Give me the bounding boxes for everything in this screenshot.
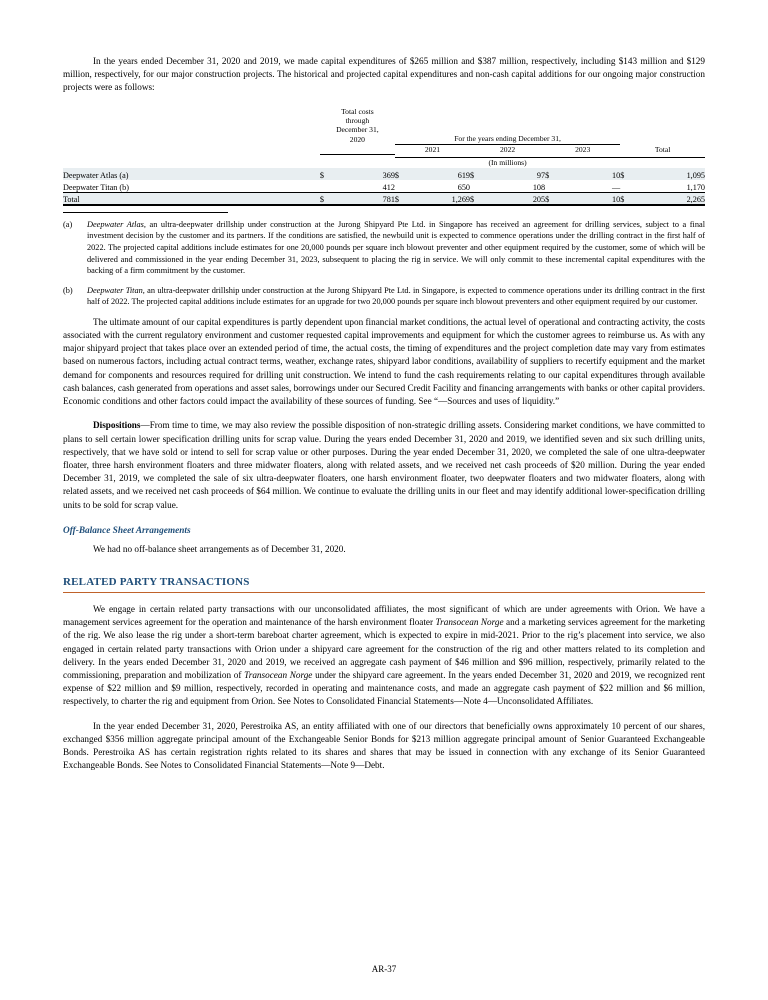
cell-currency: $ — [320, 192, 334, 204]
cell-currency — [620, 180, 634, 192]
dispositions-lead: Dispositions — [93, 420, 141, 431]
rp1-part-a: We engage in certain related party transactions with our unconsolidated affiliates, the most significant of which are under agreements with Orion. We have a management services agreement for the operation and maintenance of the harsh environment floater — [63, 603, 705, 628]
footnote-text — [87, 285, 705, 308]
intro-paragraph: In the years ended December 31, 2020 and 2019, we made capital expenditures of $265 million and $387 million, respectively, including $143 million and $129 million, respectively, for our major construction projects. The historical and projected capital expenditures and non-cash capital additions for our ongoing major construction projects were as follows: — [63, 56, 705, 93]
footnote-mark: (a) — [63, 219, 73, 229]
cell-value: 1,095 — [686, 170, 705, 180]
cell-currency — [470, 180, 484, 192]
cell-value: 10 — [559, 192, 620, 204]
cell-currency — [320, 180, 334, 192]
cell-currency: $ — [545, 192, 559, 204]
off-balance-heading: Off-Balance Sheet Arrangements — [63, 525, 191, 536]
table-total-row — [63, 192, 705, 204]
footnote-b — [63, 285, 705, 308]
footnote-italic-lead: Deepwater Atlas — [87, 219, 144, 229]
related-party-paragraph-2: In the year ended December 31, 2020, Perestroika AS, an entity affiliated with one of our directors that beneficially owns approximately 10 percent of our shares, exchanged $356 million aggregate principal amount of the Exchangeable Senior Bonds for $213 million aggregate principal amount of Senior Guaranteed Exchangeable Bonds. Perestroika AS has certain registration rights related to its shares and shares that may be issued in connection with any exchange of its Senior Guaranteed Exchangeable Bonds. See Notes to Consolidated Financial Statements—Note 9—Debt. — [63, 720, 705, 771]
cell-value: 369 — [382, 170, 395, 180]
page-number: AR-37 — [371, 964, 397, 974]
cell-value: 10 — [612, 170, 621, 180]
header-years-span: For the years ending December 31, — [395, 107, 620, 145]
cell-currency: $ — [394, 170, 400, 180]
header-year-2021: 2021 — [424, 144, 441, 154]
header-year-2023: 2023 — [575, 144, 591, 154]
cell-currency — [395, 180, 409, 192]
footnote-mark: (b) — [63, 285, 73, 295]
footnote-italic-lead: Deepwater Titan — [87, 285, 143, 295]
page-footer — [0, 964, 768, 974]
table-row — [63, 168, 705, 180]
cell-currency: $ — [319, 170, 324, 180]
cell-value: 650 — [457, 182, 471, 192]
footnote-body: , an ultra-deepwater drillship under construction at the Jurong Shipyard Pte Ltd. in Singapore, is expected to commence operations under its drilling contract in the first half of 2022. The projected capital additions include estimates for an upgrade for two 20,000 pounds per square inch blowout preventers and other equipment required by our customer. — [87, 285, 705, 307]
dispositions-paragraph — [63, 419, 705, 511]
table-row — [63, 180, 705, 192]
header-total-costs: Total costs through December 31, 2020 — [336, 106, 379, 144]
header-total: Total — [654, 144, 671, 154]
cell-currency: $ — [620, 170, 625, 180]
table-header-group-row — [63, 107, 705, 145]
related-party-paragraph-1 — [63, 603, 705, 709]
cell-value: 1,170 — [686, 182, 705, 192]
off-balance-paragraph: We had no off-balance sheet arrangements as of December 31, 2020. — [93, 543, 346, 554]
cell-currency: $ — [395, 192, 409, 204]
cell-currency: $ — [545, 170, 550, 180]
cell-value: 412 — [382, 182, 395, 192]
cell-value: 108 — [532, 182, 546, 192]
header-units: (In millions) — [488, 158, 527, 168]
cell-value: 781 — [334, 192, 395, 204]
cell-value: 97 — [536, 170, 546, 180]
footnote-text — [87, 219, 705, 277]
related-party-heading: RELATED PARTY TRANSACTIONS — [63, 575, 250, 588]
cell-value: 205 — [484, 192, 545, 204]
row-label-atlas: Deepwater Atlas (a) — [63, 170, 129, 180]
row-label-total: Total — [63, 192, 320, 204]
footnote-body: , an ultra-deepwater drillship under construction at the Jurong Shipyard Pte Ltd. in Singapore has received an agreement for drilling services, subject to a final investment decision by the customer and its partners. If the conditions are satisfied, the newbuild unit is expected to commence operations under the drilling contract in the first half of 2022. The projected capital additions include estimates for one 20,000 pounds per square inch blowout preventer and other equipment required by the customer, some of which will be delivered and commissioned in the year ending December 31, 2023, subsequent to placing the rig in service. We will only commit to these incremental capital expenditures with the backing of a firm commitment by the customer. — [87, 219, 705, 276]
cell-currency: $ — [620, 192, 634, 204]
cell-value: 619 — [457, 170, 471, 180]
rp1-part-b: and a marketing services agreement for the marketing of the rig. We also lease the rig under a short-term bareboat charter agreement, which is expected to expire in mid-2021. Prior to the rig’s placement into service, we also engaged in certain related party transactions with Orion under a shipyard care agreement for the construction of the rig and other matters related to its completion and delivery. In the years ended December 31, 2020 and 2019, we received an aggregate cash payment of $46 million and $96 million, respectively, primarily related to the commissioning, preparation and mobilization of — [63, 617, 706, 680]
cell-currency — [545, 180, 559, 192]
header-rule-totalcosts — [320, 144, 395, 154]
footnote-divider — [63, 212, 228, 213]
header-year-2022: 2022 — [499, 144, 516, 154]
rp1-italic-1: Transocean Norge — [435, 617, 504, 628]
rp1-part-c: under the shipyard care agreement. In the years ended December 31, 2020 and 2019, we recognized rent expense of $22 million and $9 million, respectively, recorded in operating and maintenance costs, and made an aggregate cash payment of $22 million and $6 million, respectively, to charter the rig and equipment from Orion. See Notes to Consolidated Financial Statements—Note 4—Unconsolidated Affiliates. — [63, 669, 705, 707]
dispositions-text: —From time to time, we may also review the possible disposition of non-strategic drilling assets. Considering market conditions, we have committed to plans to sell certain lower specification drilling units for scrap value. During the years ended December 31, 2020 and 2019, we identified seven and six such drilling units, respectively, that we have sold or intend to sell for scrap value or other purposes. During the year ended December 31, 2020, we completed the sale of one ultra-deepwater floater, three harsh environment floaters and three midwater floaters, along with related assets, and we received net cash proceeds of $20 million. During the year ended December 31, 2019, we completed the sale of six ultra-deepwater floaters, one harsh environment floater, two deepwater floaters and two midwater floaters, along with related assets, and we received net cash proceeds of $64 million. We continue to evaluate the drilling units in our fleet and may identify additional lower-specification drilling units to be sold for scrap value. — [63, 420, 705, 510]
rp1-italic-2: Transocean Norge — [244, 669, 313, 680]
cell-currency: $ — [470, 192, 484, 204]
cell-value: 1,269 — [409, 192, 470, 204]
cell-value: — — [612, 182, 621, 192]
cell-currency: $ — [470, 170, 475, 180]
table-header-units-row — [63, 158, 705, 168]
table-header-year-row — [63, 144, 705, 154]
row-label-titan: Deepwater Titan (b) — [63, 182, 129, 192]
footnote-a — [63, 219, 705, 277]
section-divider — [63, 592, 705, 593]
cell-value: 2,265 — [634, 192, 705, 204]
capital-expenditures-table — [63, 107, 705, 206]
ultimate-amount-paragraph: The ultimate amount of our capital expenditures is partly dependent upon financial market conditions, the actual level of operational and contracting activity, the costs associated with the current regulatory environment and customer requested capital improvements and equipment for which the customer agrees to reimburse us. As with any major shipyard project that takes place over an extended period of time, the actual costs, the timing of expenditures and the project completion date may vary from estimates based on numerous factors, including actual contract terms, weather, exchange rates, shipyard labor conditions, availability of suppliers to recertify equipment and the market demand for components and resources required for drilling unit construction. We intend to fund the cash requirements relating to our capital expenditures through available cash balances, cash generated from operations and asset sales, borrowings under our Secured Credit Facility and financing arrangements with banks or other capital providers. Economic conditions and other factors could impact the availability of these sources of funding. See “—Sources and uses of liquidity.” — [63, 316, 705, 407]
